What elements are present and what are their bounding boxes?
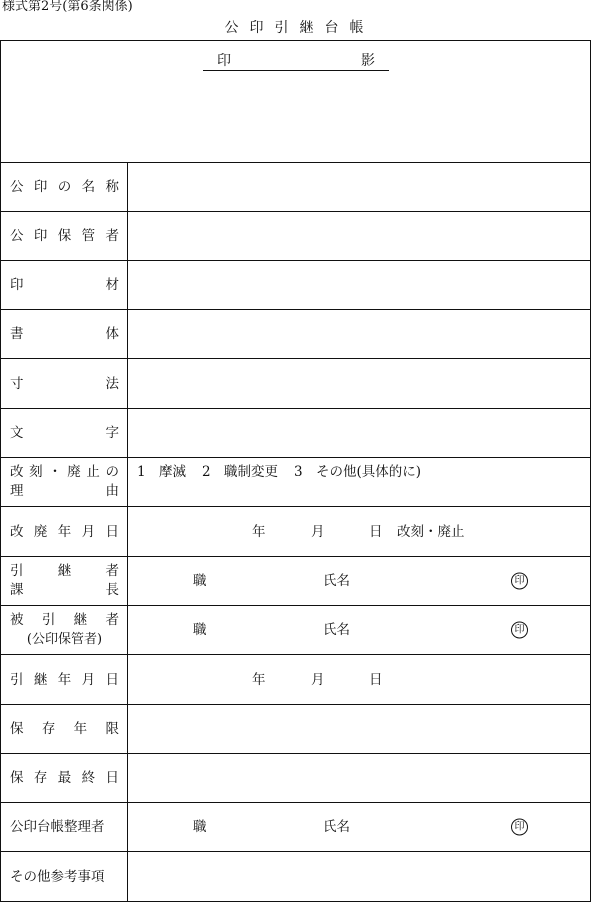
final-retention-date-label: 保 存 最 終 日 [10,770,119,786]
row-material [1,261,590,310]
transfer-date-field[interactable] [128,655,590,704]
size-field[interactable] [128,359,590,408]
transferee-position-label: 職 [193,622,207,638]
ledger-manager-field[interactable] [128,803,590,851]
row-characters [1,409,590,458]
custodian-field[interactable] [128,212,590,260]
remarks-label: その他参考事項 [10,868,105,885]
row-reason [1,458,590,507]
reason-option-reorganization[interactable]: 職制変更 [224,464,278,480]
reason-option-worn[interactable]: 摩滅 [159,464,186,480]
ledger-table [0,40,591,902]
row-retention-period [1,705,590,754]
characters-field[interactable] [128,409,590,457]
revision-kind[interactable]: 改刻・廃止 [397,523,465,540]
transferee-name-label: 氏名 [323,622,350,638]
row-final-retention-date [1,754,590,803]
ledger-manager-position-label: 職 [193,819,207,835]
revision-month-unit: 月 [311,523,325,540]
reason-option-2-number: 2 [202,464,211,480]
transfer-day-unit: 日 [369,671,383,688]
row-transferee [1,606,590,655]
form-reference: 様式第2号(第6条関係) [2,0,133,14]
reason-label: 改 刻 ・ 廃 止 の 理 由 [10,464,119,499]
seal-mark-icon: 印 [511,622,528,639]
seal-impression-area[interactable] [1,41,590,163]
transferee-label: 被 引 継 者 (公印保管者) [10,612,119,647]
row-ledger-manager [1,803,590,852]
seal-mark-icon: 印 [511,573,528,590]
seal-heading-right: 影 [361,53,375,69]
transferee-field[interactable] [128,606,590,654]
characters-label: 文 字 [10,425,119,441]
row-transfer-date [1,655,590,705]
row-script [1,310,590,359]
transfer-date-label: 引 継 年 月 日 [10,671,119,688]
retention-period-label: 保 存 年 限 [10,721,119,737]
size-label: 寸 法 [10,375,119,392]
revision-date-label: 改 廃 年 月 日 [10,523,119,540]
row-remarks [1,852,590,901]
seal-name-label: 公 印 の 名 称 [10,178,119,195]
script-label: 書 体 [10,326,119,342]
reason-option-3-number: 3 [294,464,303,480]
reason-option-1-number: 1 [137,464,146,480]
row-seal-name [1,162,590,212]
seal-impression-heading [203,54,389,71]
seal-name-field[interactable] [128,162,590,211]
seal-heading-left: 印 [217,53,231,69]
row-transferor [1,557,590,606]
reason-field[interactable] [128,458,590,506]
document-title: 公印引継台帳 [224,20,375,36]
row-custodian [1,212,590,261]
retention-period-field[interactable] [128,705,590,753]
transferor-name-label: 氏名 [323,573,350,589]
row-label [1,162,128,211]
transferor-label: 引 継 者 課 長 [10,563,119,598]
remarks-field[interactable] [128,852,590,901]
material-field[interactable] [128,261,590,309]
reason-option-other[interactable]: その他(具体的に) [316,464,422,480]
ledger-manager-name-label: 氏名 [323,819,350,835]
final-retention-date-field[interactable] [128,754,590,802]
ledger-manager-label: 公印台帳整理者 [10,819,105,835]
row-revision-date [1,507,590,557]
row-size [1,359,590,409]
custodian-label: 公 印 保 管 者 [10,228,119,244]
transferor-position-label: 職 [193,573,207,589]
transferor-field[interactable] [128,557,590,605]
revision-date-field[interactable] [128,507,590,556]
seal-mark-icon: 印 [511,819,528,836]
transfer-month-unit: 月 [311,671,325,688]
material-label: 印 材 [10,277,119,293]
script-field[interactable] [128,310,590,358]
transfer-year-unit: 年 [252,671,266,688]
revision-year-unit: 年 [252,523,266,540]
revision-day-unit: 日 [369,523,383,540]
